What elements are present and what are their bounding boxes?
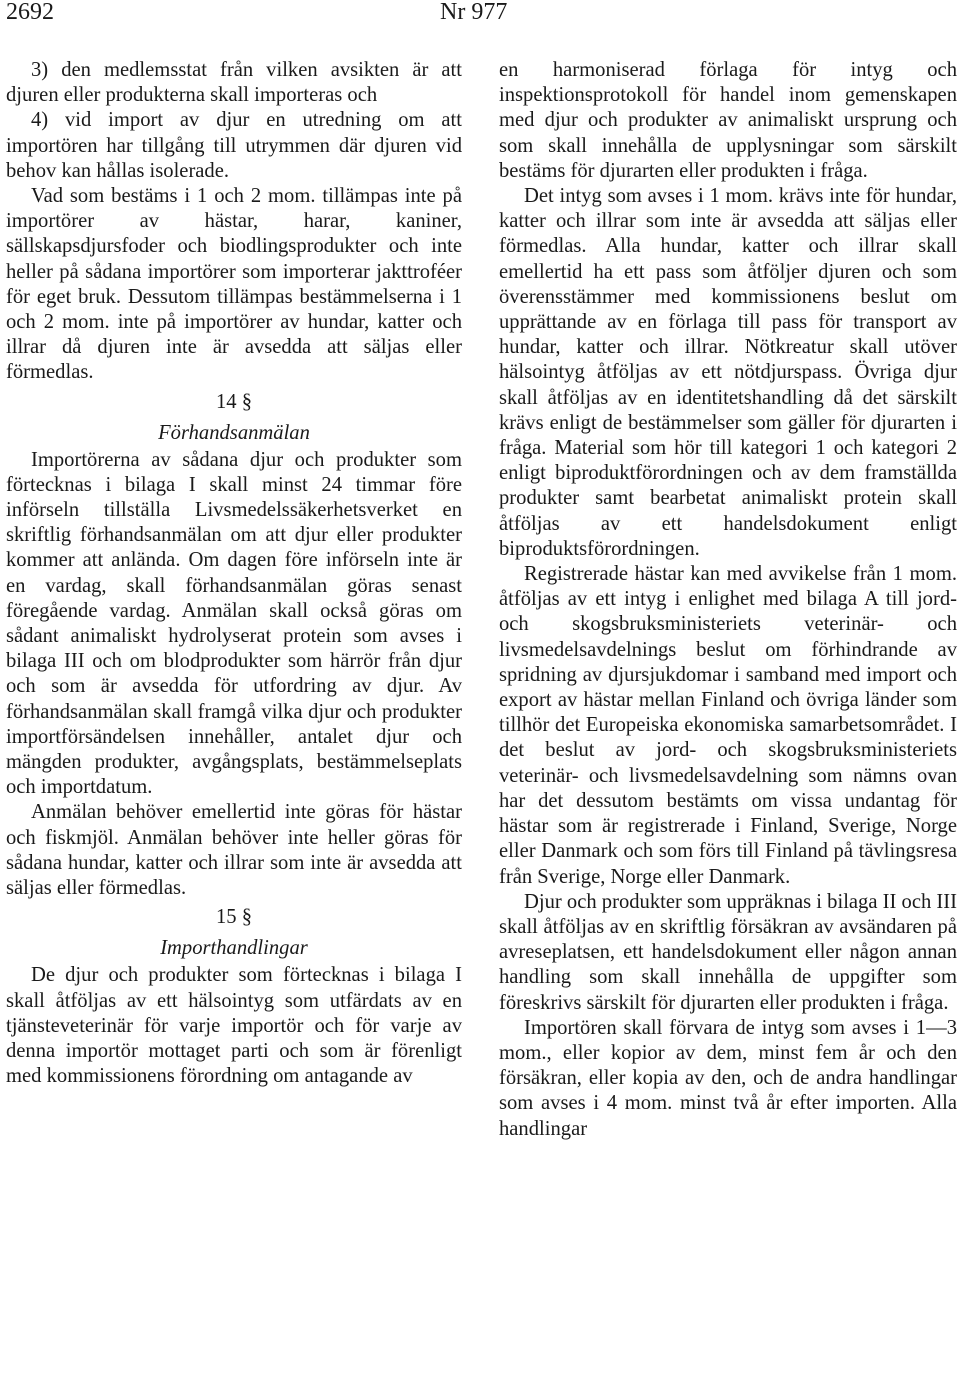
paragraph-notification-exemptions: Anmälan behöver emellertid inte göras för hästar och fiskmjöl. Anmälan behöver inte heller göras för sådana hundar, katter och illrar som inte är avsedda att säljas eller förmedlas. [6,801,462,900]
section-14-title: Förhandsanmälan [158,421,310,444]
paragraph-continuation: en harmoniserad förlaga för intyg och inspektionsprotokoll för handel inom gemenskapen med djur och produkter av animaliskt ursprung och som skall innehålla de upplysningar som särskilt bestäms för djurarten eller produkten i fråga. [499,59,957,182]
list-item-3: 3) den medlemsstat från vilken avsikten är att djuren eller produkterna skall importeras och [6,59,462,107]
paragraph-written-declaration: Djur och produkter som uppräknas i bilaga II och III skall åtföljas av en skriftlig försäkran av avsändaren på avreseplatsen, ett handelsdokument eller någon annan handling som skall innehålla de uppgifter som föreskrivs särskilt för djurarten eller produkten i fråga. [499,890,957,1014]
paragraph-pets-passports: Det intyg som avses i 1 mom. krävs inte för hundar, katter och illrar som inte är avsedda att säljas eller förmedlas. Alla hundar, katter och illrar skall emellertid ha ett pass som åtföljer djuren och som överensstämmer med kommissionens beslut om upprättande av en förlaga till pass för transport av hundar, katter och illrar. Nötkreatur skall utöver hälsointyg åtföljas av ett nötdjurspass. Övriga djur skall åtföljas av en identitetshandling då det särskilt krävs enligt de bestämmelser som gäller för djurarten i fråga. Material som hör till kategori 1 och kategori 2 enligt biproduktförordningen och av dem framställda produkter samt bearbetat animaliskt protein skall åtföljas av ett handelsdokument enligt biproduktsförordningen. [499,185,957,560]
right-column [499,58,957,1142]
section-14-number: 14 § [215,390,253,413]
list-item-4: 4) vid import av djur en utredning om att importören har tillgång till utrymmen där djuren vid behov kan hållas isolerade. [6,109,462,182]
paragraph-registered-horses: Registrerade hästar kan med avvikelse från 1 mom. åtföljas av ett intyg i enlighet med bilaga A till jord- och skogsbruksministeriets veterinär- och livsmedelsavdelnings beslut om förhindrande av spridning av djursjukdomar i samband med import och export av hästar mellan Finland och övriga länder som tillhör det Europeiska ekonomiska samarbetsområdet. I det beslut av jord- och skogsbruksministeriets veterinär- och livsmedelsavdelning som nämns ovan har det dessutom bestämts om vissa undantag för hästar som är registrerade i Finland, Sverige, Norge eller Danmark och som förs till Finland på tävlingsresa från Sverige, Norge eller Danmark. [499,563,957,888]
page-header [0,0,960,30]
left-column [6,58,462,1089]
paragraph-exemptions: Vad som bestäms i 1 och 2 mom. tillämpas inte på importörer av hästar, harar, kaniner, sällskapsdjursfoder och biodlingsprodukter och inte heller på sådana importörer som importerar jakttroféer för eget bruk. Dessutom tillämpas bestämmelserna i 1 och 2 mom. inte på importörer av hundar, katter och illrar då djuren inte är avsedda att säljas eller förmedlas. [6,185,462,384]
paragraph-prior-notification: Importörerna av sådana djur och produkter som förtecknas i bilaga I skall minst 24 timmar före införseln tillställa Livsmedelssäkerhetsverket en skriftlig förhandsanmälan om att djur eller produkter kommer att anlända. Om dagen före införseln inte är en vardag, skall förhandsanmälan göras senast föregående vardag. Anmälan skall också göras om sådant animaliskt hydrolyserat protein som avses i bilaga III och om blodprodukter som härrör från djur och som är avsedda för utfordring av djur. Av förhandsanmälan skall framgå vilka djur och produkter importförsändelsen innehåller, antalet djur och mängden produkter, avgångsplats, bestämmelseplats och importdatum. [6,448,462,799]
paragraph-health-certificate: De djur och produkter som förtecknas i bilaga I skall åtföljas av ett hälsointyg som utfärdats av en tjänsteveterinär för varje importör och för varje av denna importör mottaget parti och som är förenligt med kommissionens förordning om antagande av [6,964,462,1088]
document-number: Nr 977 [440,0,508,25]
section-15-number: 15 § [215,906,253,929]
section-15-title: Importhandlingar [160,937,308,960]
page-number: 2692 [6,0,54,25]
paragraph-document-retention: Importören skall förvara de intyg som avses i 1—3 mom., eller kopior av dem, minst fem år och den försäkran, eller kopia av den, och de andra handlingar som avses i 4 mom. minst två år efter importen. Alla handlingar [499,1016,957,1140]
